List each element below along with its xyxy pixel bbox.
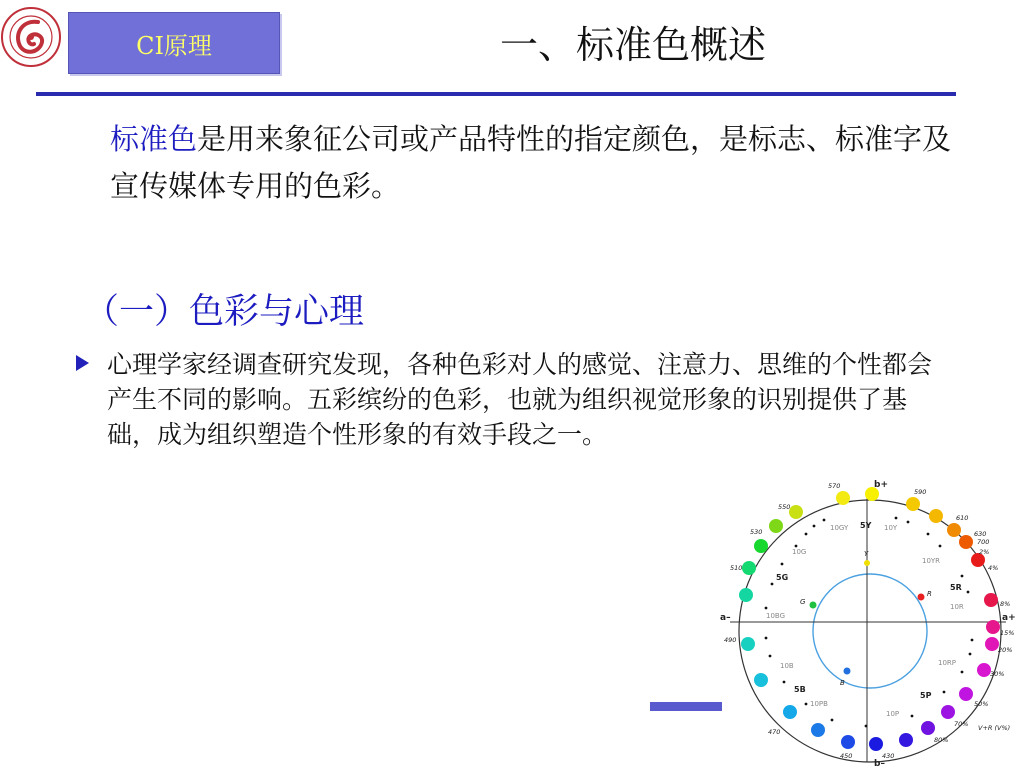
percent-label: 4% <box>988 564 999 572</box>
percent-label: 50% <box>974 700 989 708</box>
hue-label: 10RP <box>938 659 956 667</box>
wavelength-label: 470 <box>768 728 781 736</box>
hue-label: 10PB <box>810 700 828 708</box>
axis-label: a– <box>720 613 731 623</box>
hue-label: 10GY <box>830 524 849 532</box>
paragraph-body: 是用来象征公司或产品特性的指定颜色，是标志、标准字及宣传媒体专用的色彩。 <box>110 122 952 203</box>
wavelength-label: 530 <box>750 528 763 536</box>
hue-label: 10P <box>886 710 900 718</box>
decorative-bar <box>650 702 722 711</box>
wavelength-label: 700 <box>977 538 990 546</box>
title-divider <box>36 92 956 96</box>
hue-label: 10BG <box>766 612 786 620</box>
axis-label: b+ <box>874 480 888 490</box>
school-logo <box>0 6 62 68</box>
hue-label: 5R <box>950 583 962 592</box>
hue-label: 5G <box>776 573 789 582</box>
percent-label: 15% <box>1000 629 1015 637</box>
course-tag: CI原理 <box>68 12 280 74</box>
highlight-term: 标准色 <box>110 122 198 156</box>
bullet-arrow-icon <box>76 355 89 371</box>
wavelength-label: 490 <box>724 636 737 644</box>
bullet-text: 心理学家经调查研究发现，各种色彩对人的感觉、注意力、思维的个性都会产生不同的影响。五彩缤纷的色彩，也就为组织视觉形象的识别提供了基础，成为组织塑造个性形象的有效手段之一。 <box>107 350 933 449</box>
wavelength-label: 430 <box>882 752 895 760</box>
wavelength-label: 450 <box>840 752 853 760</box>
wavelength-label: 630 <box>974 530 987 538</box>
color-wheel-diagram <box>716 472 1024 768</box>
hue-label: 5Y <box>860 521 872 530</box>
bullet-item <box>76 347 956 452</box>
percent-label: V+R (V%) <box>978 724 1011 732</box>
percent-label: 80% <box>934 736 949 744</box>
hue-label: 10B <box>780 662 794 670</box>
hue-label: 10R <box>950 603 964 611</box>
hue-label: 5B <box>794 685 806 694</box>
wavelength-label: 510 <box>730 564 743 572</box>
percent-label: 20% <box>998 646 1013 654</box>
section-heading: （一）色彩与心理 <box>84 292 365 332</box>
axis-label: a+ <box>1002 613 1016 623</box>
percent-label: 70% <box>954 720 969 728</box>
wavelength-label: 570 <box>828 482 841 490</box>
intro-paragraph <box>110 116 960 210</box>
slide-title: 一、标准色概述 <box>500 23 767 67</box>
wavelength-label: 590 <box>914 488 927 496</box>
axis-label: b– <box>874 759 885 768</box>
percent-label: 2% <box>979 548 990 556</box>
percent-label: 8% <box>1000 600 1011 608</box>
hue-label: 10G <box>792 548 807 556</box>
percent-label: 30% <box>990 670 1005 678</box>
inner-label: G <box>800 598 806 606</box>
inner-label: B <box>840 679 845 687</box>
wavelength-label: 610 <box>956 514 969 522</box>
hue-label: 10YR <box>922 557 941 565</box>
hue-label: 5P <box>920 691 932 700</box>
wavelength-label: 550 <box>778 503 791 511</box>
hue-label: 10Y <box>884 524 898 532</box>
inner-label: R <box>927 590 932 598</box>
inner-label: Y <box>864 550 869 558</box>
